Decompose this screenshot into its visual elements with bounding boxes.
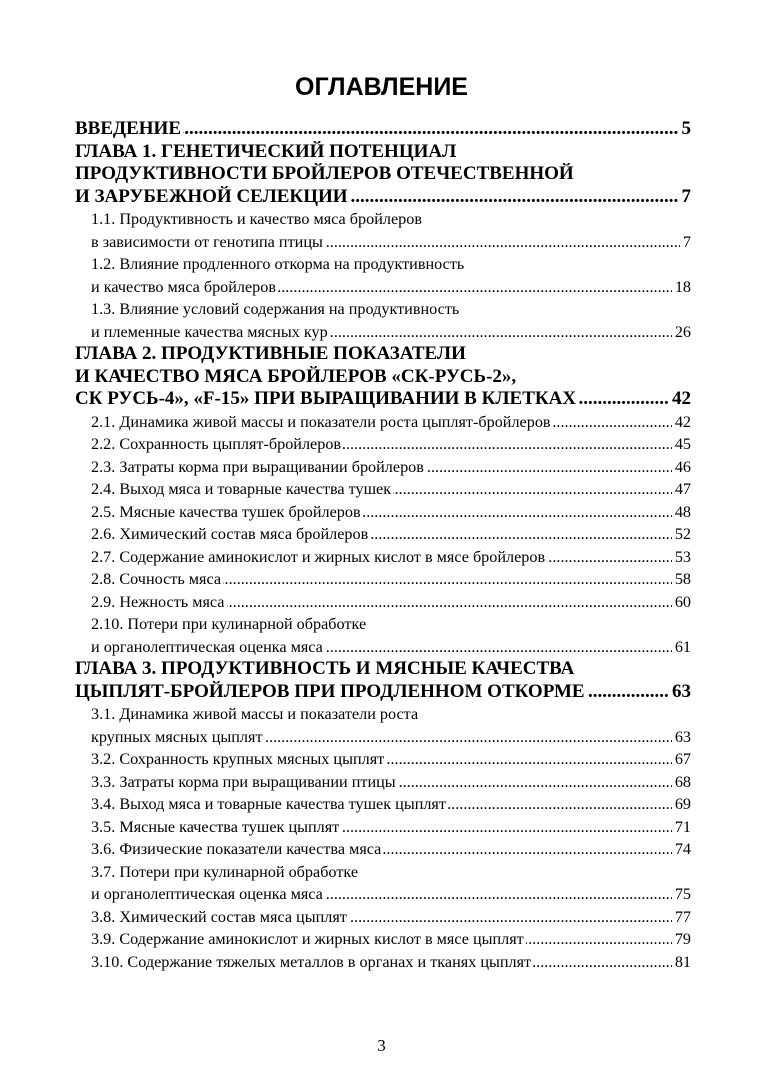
toc-entry-page: 53 [672, 546, 691, 569]
toc-entry-text: 1.2. Влияние продленного откорма на продуктивность [91, 255, 465, 273]
toc-entry [75, 456, 691, 479]
toc-entry-text: крупных мясных цыплят [91, 727, 263, 746]
toc-entry-page: 48 [672, 501, 691, 524]
toc-entry-page: 42 [672, 411, 691, 434]
toc-entry-text: СК РУСЬ-4», «F-15» ПРИ ВЫРАЩИВАНИИ В КЛЕТКАХ [75, 388, 577, 409]
table-of-contents [75, 118, 691, 973]
toc-entry [75, 613, 691, 636]
toc-entry-page: 61 [672, 636, 691, 659]
toc-entry [75, 231, 691, 254]
toc-entry-page: 75 [672, 883, 691, 906]
toc-entry [75, 748, 691, 771]
toc-entry-text: 1.3. Влияние условий содержания на продуктивность [91, 300, 460, 318]
toc-entry-text: 3.1. Динамика живой массы и показатели роста [91, 705, 419, 723]
toc-entry-page: 58 [672, 568, 691, 591]
toc-entry [75, 366, 691, 389]
toc-entry-text: 3.4. Выход мяса и товарные качества тушек цыплят [91, 795, 446, 813]
toc-entry-text: И ЗАРУБЕЖНОЙ СЕЛЕКЦИИ [75, 185, 348, 207]
toc-entry [75, 433, 691, 456]
toc-entry [75, 253, 691, 276]
toc-entry-text: 3.7. Потери при кулинарной обработке [91, 862, 359, 881]
toc-entry-text: 2.9. Нежность мяса [91, 592, 225, 611]
toc-entry-text: 2.7. Содержание аминокислот и жирных кислот в мясе бройлеров [91, 547, 546, 566]
toc-entry-page: 45 [672, 433, 691, 456]
toc-entry-page: 63 [669, 681, 691, 704]
toc-entry-text: 2.8. Сочность мяса [91, 570, 222, 588]
toc-entry-text: 3.5. Мясные качества тушек цыплят [91, 817, 340, 836]
toc-entry-page: 81 [672, 951, 691, 974]
toc-entry-text: 3.3. Затраты корма при выращивании птицы [91, 772, 396, 791]
toc-entry-page: 63 [672, 726, 691, 749]
toc-entry-text: ВВЕДЕНИЕ [75, 118, 181, 139]
toc-entry-page: 26 [672, 321, 691, 344]
page-title: ОГЛАВЛЕНИЕ [295, 73, 468, 101]
toc-entry [75, 298, 691, 321]
toc-entry [75, 478, 691, 501]
toc-entry-page: 7 [680, 231, 691, 254]
toc-entry [75, 118, 691, 141]
toc-entry-text: 1.1. Продуктивность и качество мяса бройлеров [91, 210, 422, 228]
toc-entry-text: ГЛАВА 3. ПРОДУКТИВНОСТЬ И МЯСНЫЕ КАЧЕСТВА [75, 658, 575, 679]
toc-entry-text: И КАЧЕСТВО МЯСА БРОЙЛЕРОВ «СК-РУСЬ-2», [75, 365, 517, 387]
toc-entry [75, 771, 691, 794]
toc-entry-text: 2.4. Выход мяса и товарные качества тушек [91, 480, 392, 498]
toc-entry-page: 7 [679, 186, 692, 209]
toc-entry [75, 141, 691, 164]
toc-entry-text: 2.2. Сохранность цыплят-бройлеров [91, 435, 342, 453]
toc-entry [75, 568, 691, 591]
toc-entry-page: 79 [672, 928, 691, 951]
toc-entry [75, 928, 691, 951]
toc-entry [75, 546, 691, 569]
toc-entry-text: 2.6. Химический состав мяса бройлеров [91, 525, 369, 543]
toc-entry-text: 2.1. Динамика живой массы и показатели роста цыплят-бройлеров [91, 412, 551, 431]
page-number: 3 [377, 1036, 386, 1055]
toc-entry-text: 3.8. Химический состав мяса цыплят [91, 907, 347, 926]
toc-entry [75, 591, 691, 614]
toc-entry-page: 5 [679, 118, 692, 141]
toc-entry [75, 411, 691, 434]
toc-entry-text: ЦЫПЛЯТ-БРОЙЛЕРОВ ПРИ ПРОДЛЕННОМ ОТКОРМЕ [75, 680, 585, 702]
toc-entry-page: 74 [672, 838, 691, 861]
toc-entry-text: 3.6. Физические показатели качества мяса [91, 840, 382, 858]
toc-entry [75, 388, 691, 411]
toc-entry-text: ГЛАВА 2. ПРОДУКТИВНЫЕ ПОКАЗАТЕЛИ [75, 343, 466, 364]
toc-entry-text: 3.2. Сохранность крупных мясных цыплят [91, 750, 385, 768]
toc-entry-text: и органолептическая оценка мяса [91, 885, 323, 903]
toc-entry-text: 2.10. Потери при кулинарной обработке [91, 615, 367, 633]
toc-entry-text: и органолептическая оценка мяса [91, 637, 323, 656]
toc-entry-page: 68 [672, 771, 691, 794]
toc-entry [75, 163, 691, 186]
toc-entry [75, 501, 691, 524]
toc-entry-page: 77 [672, 906, 691, 929]
toc-entry-text: и племенные качества мясных кур [91, 322, 328, 341]
toc-entry-page: 42 [669, 388, 691, 411]
toc-entry [75, 816, 691, 839]
toc-entry [75, 883, 691, 906]
toc-entry [75, 523, 691, 546]
toc-entry [75, 658, 691, 681]
toc-entry [75, 343, 691, 366]
toc-entry [75, 703, 691, 726]
toc-entry [75, 276, 691, 299]
toc-entry-text: 2.5. Мясные качества тушек бройлеров [91, 502, 361, 521]
toc-entry-text: ПРОДУКТИВНОСТИ БРОЙЛЕРОВ ОТЕЧЕСТВЕННОЙ [75, 163, 574, 184]
toc-entry-page: 47 [672, 478, 691, 501]
toc-entry [75, 208, 691, 231]
toc-entry [75, 186, 691, 209]
toc-entry [75, 861, 691, 884]
toc-entry [75, 321, 691, 344]
toc-entry-text: ГЛАВА 1. ГЕНЕТИЧЕСКИЙ ПОТЕНЦИАЛ [75, 140, 457, 162]
toc-entry-text: 3.9. Содержание аминокислот и жирных кислот в мясе цыплят [91, 930, 524, 948]
toc-entry-page: 60 [672, 591, 691, 614]
toc-entry-text: 3.10. Содержание тяжелых металлов в органах и тканях цыплят [91, 952, 532, 971]
toc-entry [75, 726, 691, 749]
toc-entry-page: 67 [672, 748, 691, 771]
toc-entry [75, 636, 691, 659]
toc-entry [75, 681, 691, 704]
toc-entry-page: 52 [672, 523, 691, 546]
toc-entry-page: 46 [672, 456, 691, 479]
toc-entry [75, 951, 691, 974]
toc-entry-page: 71 [672, 816, 691, 839]
toc-entry-text: 2.3. Затраты корма при выращивании бройлеров [91, 457, 424, 476]
toc-entry-text: в зависимости от генотипа птицы [91, 232, 323, 251]
toc-entry-text: и качество мяса бройлеров [91, 277, 277, 296]
toc-entry [75, 838, 691, 861]
toc-entry-page: 18 [672, 276, 691, 299]
toc-entry [75, 906, 691, 929]
toc-entry [75, 793, 691, 816]
toc-entry-page: 69 [672, 793, 691, 816]
